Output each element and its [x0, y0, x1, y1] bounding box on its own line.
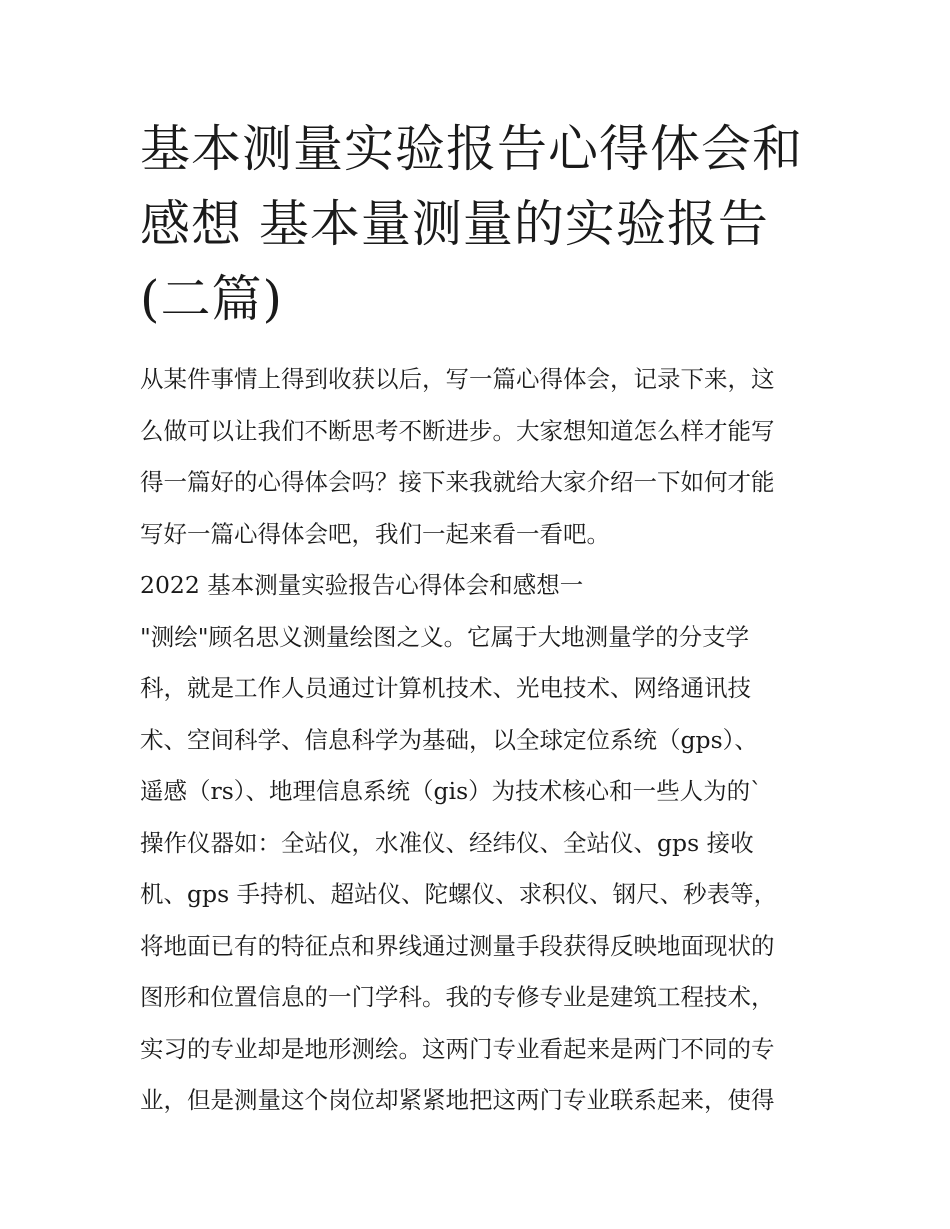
section-heading: 2022 基本测量实验报告心得体会和感想一	[140, 571, 584, 599]
body-line: 术、空间科学、信息科学为基础，以全球定位系统（gps）、	[140, 725, 758, 754]
body-line: 写好一篇心得体会吧，我们一起来看一看吧。	[140, 519, 610, 548]
body-line: 科，就是工作人员通过计算机技术、光电技术、网络通讯技	[140, 674, 751, 702]
body-line: 实习的专业却是地形测绘。这两门专业看起来是两门不同的专	[140, 1034, 775, 1063]
body-line: 机、gps 手持机、超站仪、陀螺仪、求积仪、钢尺、秒表等，	[140, 880, 778, 908]
body-line: 么做可以让我们不断思考不断进步。大家想知道怎么样才能写	[140, 416, 775, 445]
body-line: 业，但是测量这个岗位却紧紧地把这两门专业联系起来，使得	[140, 1086, 775, 1114]
title-line: 基本测量实验报告心得体会和	[140, 120, 803, 178]
document-title	[140, 112, 820, 337]
body-line: "测绘"顾名思义测量绘图之义。它属于大地测量学的分支学	[140, 622, 750, 651]
body-line: 遥感（rs）、地理信息系统（gis）为技术核心和一些人为的`	[140, 777, 762, 805]
body-line: 操作仪器如：全站仪，水准仪、经纬仪、全站仪、gps 接收	[140, 828, 754, 857]
body-line: 图形和位置信息的一门学科。我的专修专业是建筑工程技术，	[140, 983, 775, 1011]
title-line: (二篇)	[140, 270, 284, 328]
body-line: 得一篇好的心得体会吗？接下来我就给大家介绍一下如何才能	[140, 468, 775, 496]
document-body	[140, 354, 820, 1127]
body-line: 将地面已有的特征点和界线通过测量手段获得反映地面现状的	[140, 931, 775, 960]
body-line: 从某件事情上得到收获以后，写一篇心得体会，记录下来，这	[140, 365, 775, 393]
title-line: 感想 基本量测量的实验报告	[140, 195, 769, 253]
